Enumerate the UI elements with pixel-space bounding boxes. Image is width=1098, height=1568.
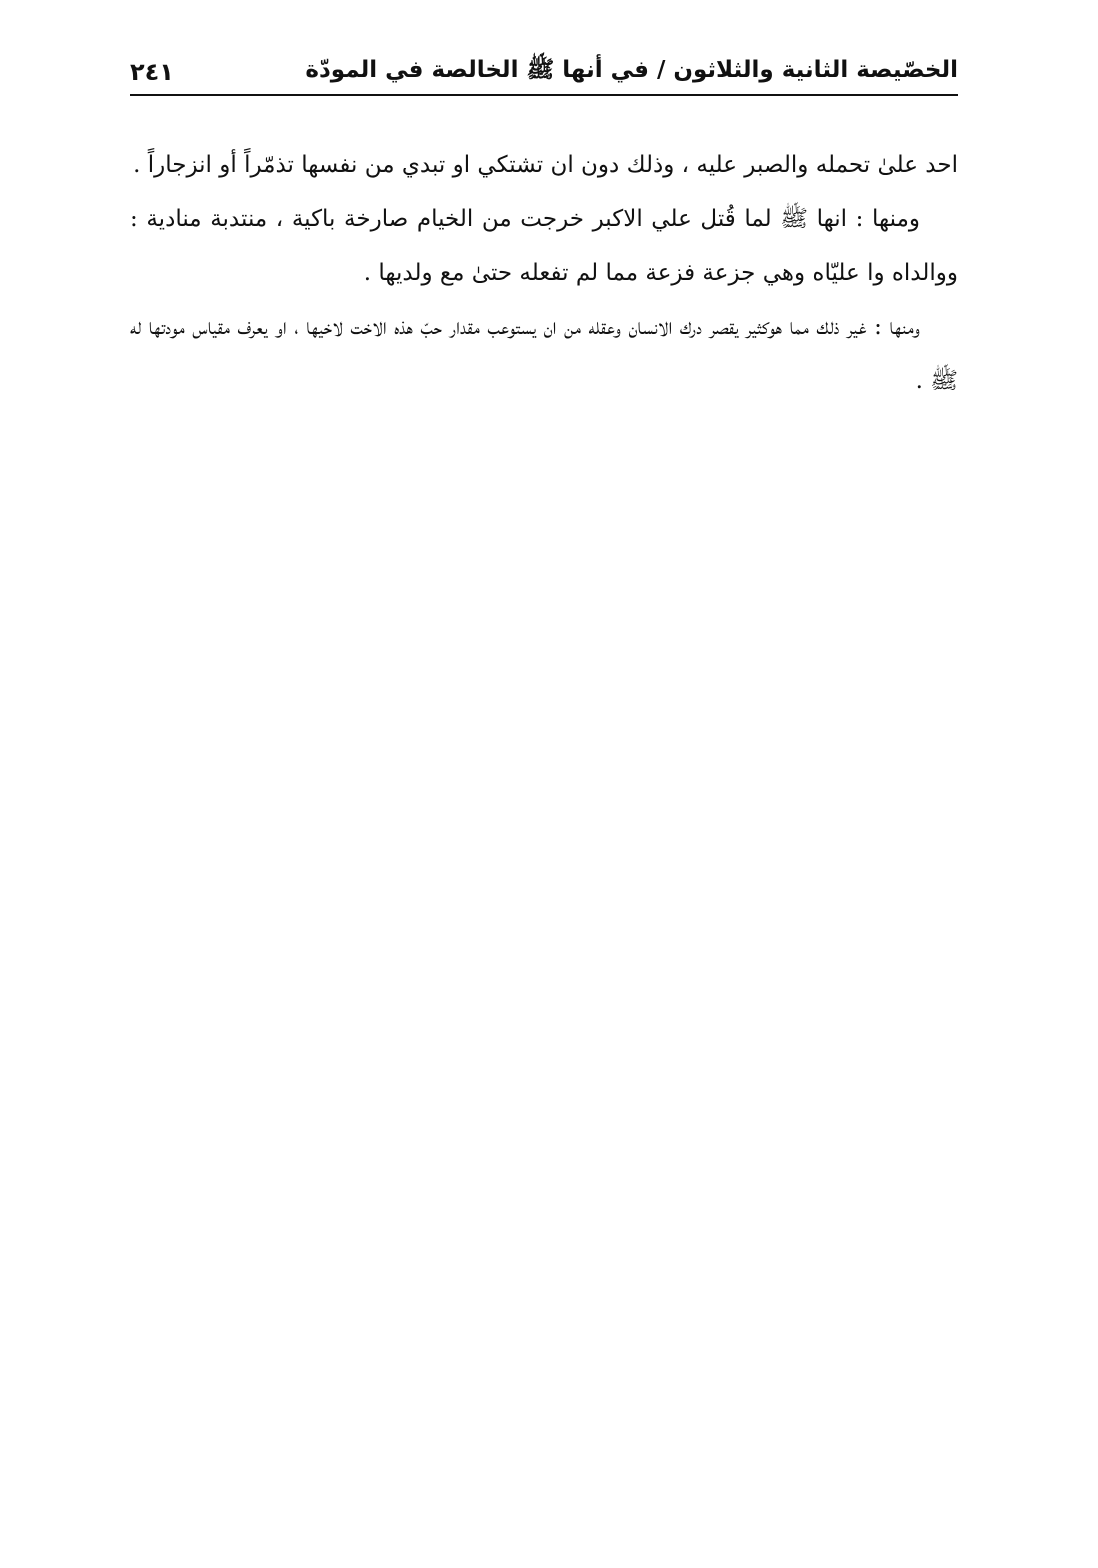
body-text: [130, 138, 958, 408]
running-header: [130, 50, 958, 96]
page-number: ٢٤١: [130, 58, 174, 86]
paragraph-ali-akbar: ومنها : انها ﷺ لما قُتل علي الاكبر خرجت من الخيام صارخة باكية ، منتدبة منادية : ووالداه وا عليّاه وهي جزعة فزعة مما لم تفعله حتىٰ مع ولديها .: [130, 206, 958, 286]
paragraph-sister-love: ومنها : غير ذلك مما هوكثير يقصر درك الانسان وعقله من ان يستوعب مقدار حبّ هذه الاخت لاخيها ، او يعرف مقياس مودتها له ﷺ .: [130, 314, 958, 394]
header-title: الخصّيصة الثانية والثلاثون / في أنها ﷺ الخالصة في المودّة: [305, 57, 958, 83]
paragraph-continuation: احد علىٰ تحمله والصبر عليه ، وذلك دون ان تشتكي او تبدي من نفسها تذمّراً أو انزجاراً .: [133, 152, 958, 178]
